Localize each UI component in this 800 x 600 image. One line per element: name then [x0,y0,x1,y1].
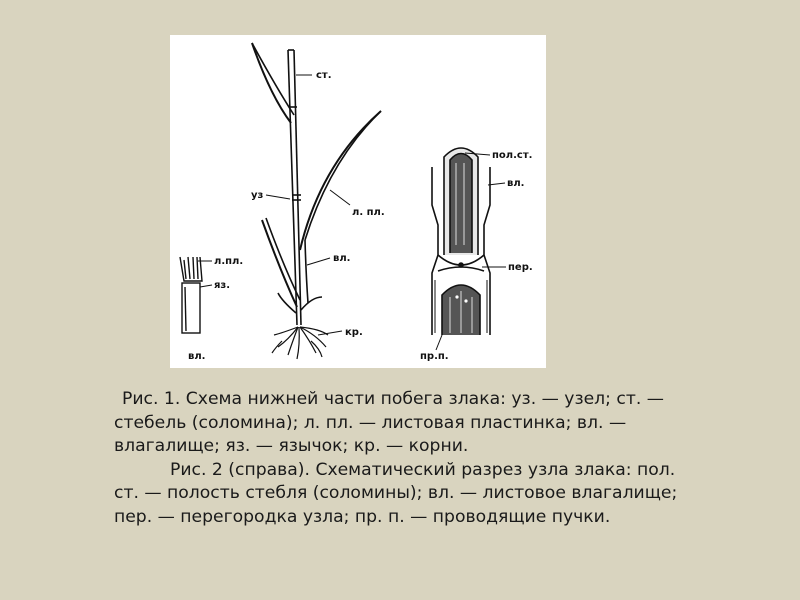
upper-cavity [450,154,472,254]
label-detail-l-pl: л.пл. [214,256,244,267]
label-pr-p: пр.п. [420,351,449,362]
label-l-pl: л. пл. [352,207,385,218]
caption-paragraph-2: Рис. 2 (справа). Схематический разрез узла злака: пол. ст. — полость стебля (соломины); вл. — листовое влагалище; пер. — перегородка узла; пр. п. — проводящие пучки. [114,459,678,527]
node-section-drawing [432,148,506,350]
label-kr: кр. [345,327,363,338]
ligule-detail-drawing [180,257,212,333]
label-uz: уз [251,190,264,201]
right-leaf-blade [300,111,381,250]
label-st: ст. [316,70,332,81]
caption-paragraph-1: Рис. 1. Схема нижней части побега злака: уз. — узел; ст. — стебель (соломина); л. пл. — листовая пластинка; вл. — влагалище; яз. — язычок; кр. — корни. [114,389,664,456]
label-vl-2: вл. [507,178,525,189]
leader-l-pl [330,190,350,205]
leader-pr-p [436,335,442,350]
figure-panel [170,35,546,368]
label-per: пер. [508,262,533,273]
lower-leaf-blade [262,220,297,307]
label-detail-vl: вл. [188,351,206,362]
roots-drawing [272,327,328,359]
grass-shoot-drawing [252,43,381,359]
botanical-figure [170,35,546,368]
label-vl: вл. [333,253,351,264]
figure-caption [114,388,694,529]
label-pol-st: пол.ст. [492,150,533,161]
sheath-line [305,240,308,303]
label-detail-yaz: яз. [214,280,231,291]
leader-vl [307,258,330,265]
leader-uz [266,195,290,199]
